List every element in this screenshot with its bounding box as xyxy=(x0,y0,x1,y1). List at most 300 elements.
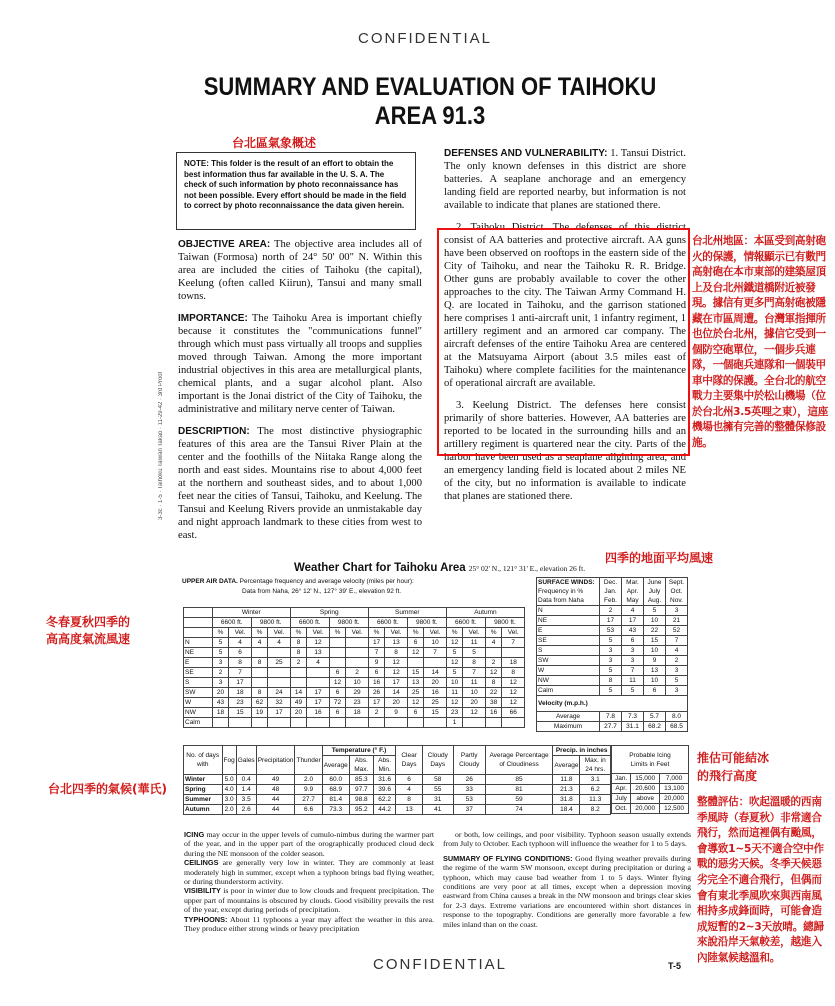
annotation-upper-winds xyxy=(46,614,130,648)
value-cell: 4 xyxy=(268,638,290,648)
paragraph xyxy=(444,147,686,212)
value-cell: 16 xyxy=(368,678,385,688)
alt-header: 6600 ft. xyxy=(368,618,407,628)
paragraph-heading: DEFENSES AND VULNERABILITY: xyxy=(444,148,608,159)
value-cell xyxy=(290,718,307,728)
sub-header: % xyxy=(446,628,463,638)
value-cell: 62.2 xyxy=(373,795,396,805)
month-cell: July xyxy=(612,794,631,804)
value-cell: 20 xyxy=(424,678,446,688)
value-cell: 1 xyxy=(446,718,463,728)
table-row xyxy=(537,722,688,732)
value-cell: 11 xyxy=(622,676,644,686)
value-cell: 6 xyxy=(329,688,346,698)
season-cell: Summer xyxy=(184,795,223,805)
value-cell: 12 xyxy=(485,668,502,678)
paragraph-heading: OBJECTIVE AREA: xyxy=(178,239,271,250)
value-cell xyxy=(407,658,424,668)
value-cell xyxy=(307,668,329,678)
value-cell xyxy=(251,678,268,688)
note-box: NOTE: This folder is the result of an effort to obtain the best information thus far available in the U. S. A. The check of such information by photo reconnaissance has not been possible. Every effort should be made in the field to correct by photo reconnaissance the data given herein. xyxy=(176,152,416,230)
value-cell xyxy=(268,648,290,658)
value-cell: 9.9 xyxy=(295,785,322,795)
table-row xyxy=(537,676,688,686)
value-cell: 5 xyxy=(622,686,644,696)
paragraph-text: 1. Tansui District. The only known defenses in this district are shore batteries. A seaplane anchorage and an emergency landing field are reported nearby, but information is not available to indicate that planes are stationed there. xyxy=(444,148,686,211)
month-header: June July Aug. xyxy=(644,578,666,606)
value-cell: 4 xyxy=(229,638,251,648)
value-cell: 3 xyxy=(212,658,229,668)
value-cell: 4 xyxy=(622,606,644,616)
value-cell: 20,000 xyxy=(631,804,660,814)
value-cell: 7.8 xyxy=(600,712,622,722)
value-cell: 12 xyxy=(502,698,525,708)
value-cell: 8.2 xyxy=(580,805,611,815)
sub-header: Vel. xyxy=(307,628,329,638)
value-cell: 13 xyxy=(307,648,329,658)
table-row xyxy=(537,686,688,696)
value-cell: 17 xyxy=(622,616,644,626)
value-cell: 98.8 xyxy=(349,795,373,805)
value-cell: 13 xyxy=(396,805,422,815)
value-cell: 32 xyxy=(268,698,290,708)
upper-air-label xyxy=(182,578,532,585)
value-cell: 3 xyxy=(600,646,622,656)
value-cell: 49 xyxy=(290,698,307,708)
value-cell: 68.2 xyxy=(644,722,666,732)
value-cell: 95.2 xyxy=(349,805,373,815)
sub-header: % xyxy=(329,628,346,638)
value-cell: 85.3 xyxy=(349,775,373,785)
month-header: Sept. Oct. Nov. xyxy=(666,578,688,606)
value-cell: 3.0 xyxy=(222,795,236,805)
value-cell: 6 xyxy=(407,638,424,648)
value-cell: 6 xyxy=(329,668,346,678)
value-cell: 10 xyxy=(424,638,446,648)
value-cell: 12 xyxy=(446,698,463,708)
row-label: Average xyxy=(537,712,600,722)
value-cell: 5 xyxy=(463,648,485,658)
value-cell xyxy=(385,718,407,728)
alt-header: 9800 ft. xyxy=(329,618,368,628)
table-row xyxy=(184,708,525,718)
value-cell: 13,100 xyxy=(660,784,689,794)
value-cell: 10 xyxy=(644,616,666,626)
dir-cell: N xyxy=(184,638,213,648)
dir-cell: W xyxy=(184,698,213,708)
value-cell xyxy=(268,678,290,688)
paragraph xyxy=(178,312,422,416)
value-cell xyxy=(424,658,446,668)
table-row xyxy=(537,616,688,626)
weather-coords: 25° 02' N., 121° 31' E., elevation 26 ft. xyxy=(468,564,586,573)
value-cell: 12 xyxy=(407,698,424,708)
value-cell: 8 xyxy=(385,648,407,658)
value-cell: 8.0 xyxy=(666,712,688,722)
value-cell: 3.1 xyxy=(580,775,611,785)
value-cell: 2 xyxy=(346,668,368,678)
value-cell: 17 xyxy=(368,638,385,648)
dir-cell: S xyxy=(537,646,600,656)
col-header: Cloudy Days xyxy=(422,746,453,775)
value-cell: 81.4 xyxy=(322,795,349,805)
col-header: Abs. Min. xyxy=(373,756,396,775)
dir-cell: NE xyxy=(184,648,213,658)
value-cell: 17 xyxy=(307,688,329,698)
value-cell: 10 xyxy=(463,688,485,698)
header-row xyxy=(612,746,689,774)
value-cell: 68.9 xyxy=(322,785,349,795)
value-cell xyxy=(307,678,329,688)
value-cell: 44.2 xyxy=(373,805,396,815)
value-cell: 31.8 xyxy=(553,795,580,805)
dir-cell: SW xyxy=(184,688,213,698)
value-cell: 6.2 xyxy=(580,785,611,795)
value-cell: 16 xyxy=(485,708,502,718)
sub-header: Vel. xyxy=(229,628,251,638)
sub-header: % xyxy=(485,628,502,638)
value-cell: 5.7 xyxy=(644,712,666,722)
paragraph-text: Good flying weather prevails during the regime of the warm SW monsoon, except during precipitation or during a typhoon, which may cause bad weather from 1 to 5 days. Winter flying conditions are very poor at all times, except when a depression moving eastward from China causes a break in the NW monsoon and brings clear skies for 2-3 days. Extreme variations are encountered within short distances in response to the topography. Conditions are generally more favorable a few miles inland than on the coast. xyxy=(443,853,691,929)
value-cell: 26 xyxy=(368,688,385,698)
surface-sub: Frequency in % xyxy=(538,588,584,595)
value-cell: 3 xyxy=(666,686,688,696)
value-cell xyxy=(502,648,525,658)
sub-header: Vel. xyxy=(385,628,407,638)
value-cell: 15 xyxy=(644,636,666,646)
col-header: Thunder xyxy=(295,746,322,775)
value-cell: 59 xyxy=(485,795,553,805)
annotation-area-summary: 台北區氣象概述 xyxy=(232,136,317,150)
value-cell xyxy=(407,718,424,728)
season-header: Winter xyxy=(212,608,290,618)
col-header: Gales xyxy=(236,746,256,775)
col-header: Average Percentage of Cloudiness xyxy=(485,746,553,775)
value-cell: 14 xyxy=(385,688,407,698)
value-cell: 14 xyxy=(424,668,446,678)
paragraph-heading: CEILINGS xyxy=(184,858,219,868)
value-cell xyxy=(251,648,268,658)
value-cell: 85 xyxy=(485,775,553,785)
value-cell: 10 xyxy=(346,678,368,688)
season-cell: Autumn xyxy=(184,805,223,815)
annotation-upper-winds-line2: 高高度氣流風速 xyxy=(46,632,131,646)
paragraph-text: The Taihoku Area is important chiefly because it constitutes the "communications funnel" through which must pass virtually all troops and supplies moved through Taiwan. Among the more important industrial objectives in this area are metallurgical plants, chemical plants, and a sugar alcohol plant. Also important is the Jonai district of the City of Taihoku, the administrative and military nerve center of Taiwan. xyxy=(178,313,422,415)
corner-cell xyxy=(184,618,213,628)
value-cell: 4 xyxy=(307,658,329,668)
value-cell: 6 xyxy=(622,636,644,646)
value-cell: 5 xyxy=(600,686,622,696)
value-cell: 31.1 xyxy=(622,722,644,732)
value-cell: 17 xyxy=(229,678,251,688)
value-cell: 5 xyxy=(666,676,688,686)
alt-header: 9800 ft. xyxy=(407,618,446,628)
value-cell xyxy=(346,638,368,648)
paragraph-text: The most distinctive physiographic features of this area are the Tansui River Plain at the center and the foothills of the Niitaka Range along the north and east sides. Mountains rise to about 4,000 feet at the northern and southeast sides, and to about 1,000 feet near the cities of Tansui, Taihoku, and Keelung. The Tansui and Keelung Rivers provide an unmistakable day and night approach landmark to these cities from west to east. xyxy=(178,426,422,541)
velocity-label: Velocity (m.p.h.) xyxy=(537,696,688,712)
paragraph-text: may occur in the upper levels of cumulo-nimbus during the warmer part of the year, and in the upper part of the orographically produced cloud deck during the NE monsoon of the colder season. xyxy=(184,830,434,858)
value-cell: 17 xyxy=(268,708,290,718)
value-cell: 60.0 xyxy=(322,775,349,785)
annotation-upper-winds-line1: 冬春夏秋四季的 xyxy=(46,615,131,629)
value-cell xyxy=(251,718,268,728)
sub-header: Vel. xyxy=(268,628,290,638)
paragraph-heading: ICING xyxy=(184,830,205,839)
sub-header: Vel. xyxy=(346,628,368,638)
surface-header xyxy=(537,578,600,606)
value-cell: 20 xyxy=(290,708,307,718)
icing-header-line1: Probable Icing xyxy=(629,751,671,759)
value-cell: 12 xyxy=(446,658,463,668)
value-cell xyxy=(307,718,329,728)
value-cell: 7,000 xyxy=(660,774,689,784)
month-header: Dec. Jan. Feb. xyxy=(600,578,622,606)
value-cell xyxy=(346,658,368,668)
value-cell: 12 xyxy=(385,668,407,678)
value-cell: 12 xyxy=(446,638,463,648)
annotation-flying-eval: 整體評估：吹起溫暖的西南季風時（春夏秋）非常適合飛行，然而這裡偶有颱風，會導致1~5天不適合空中作戰的惡劣天候。冬季天候惡劣完全不適合飛行，但偶而會有東北季風吹來與西南風相持多成鋒面時，可能會造成短暫的2~3天放晴。總歸來說沿岸天氣較差，越進入內陸氣候越溫和。 xyxy=(697,796,824,964)
paragraph-heading: DESCRIPTION: xyxy=(178,426,250,437)
annotation-icing-line1: 推估可能結冰 xyxy=(697,751,770,765)
value-cell: 41 xyxy=(422,805,453,815)
value-cell: 4 xyxy=(251,638,268,648)
value-cell xyxy=(485,648,502,658)
row-label: Maximum xyxy=(537,722,600,732)
dir-cell: S xyxy=(184,678,213,688)
table-row xyxy=(184,688,525,698)
value-cell: 5 xyxy=(212,638,229,648)
value-cell: 6 xyxy=(644,686,666,696)
dir-cell: E xyxy=(537,626,600,636)
value-cell: 11 xyxy=(463,638,485,648)
value-cell: 12 xyxy=(407,648,424,658)
value-cell: 23 xyxy=(446,708,463,718)
notes-left xyxy=(184,830,434,933)
value-cell: 43 xyxy=(212,698,229,708)
value-cell: 73.3 xyxy=(322,805,349,815)
alt-row xyxy=(184,618,525,628)
value-cell: 27.7 xyxy=(600,722,622,732)
value-cell: 74 xyxy=(485,805,553,815)
days-header: No. of days with xyxy=(184,746,223,775)
value-cell: 8 xyxy=(251,688,268,698)
value-cell: 7 xyxy=(622,666,644,676)
value-cell: 2 xyxy=(212,668,229,678)
table-row xyxy=(612,804,689,814)
value-cell: 11 xyxy=(446,688,463,698)
value-cell: 5.0 xyxy=(222,775,236,785)
value-cell xyxy=(329,648,346,658)
value-cell: 10 xyxy=(644,646,666,656)
value-cell: 10 xyxy=(644,676,666,686)
surface-winds-table xyxy=(536,577,688,732)
paragraph-heading: IMPORTANCE: xyxy=(178,313,248,324)
precip-header: Precip. in inches xyxy=(553,746,611,756)
value-cell: 17 xyxy=(600,616,622,626)
value-cell: 15 xyxy=(424,708,446,718)
value-cell: 7 xyxy=(502,638,525,648)
annotation-icing-title xyxy=(697,749,769,785)
value-cell: 97.7 xyxy=(349,785,373,795)
value-cell: 44 xyxy=(256,805,295,815)
value-cell: 14 xyxy=(290,688,307,698)
value-cell: 3 xyxy=(600,656,622,666)
dir-cell: SE xyxy=(537,636,600,646)
paragraph-text: About 11 typhoons a year may affect the weather in this area. They produce either strong winds or heavy precipitation xyxy=(184,914,434,934)
temp-header: Temperature (° F.) xyxy=(322,746,396,756)
value-cell: 43 xyxy=(622,626,644,636)
icing-header-line2: Limits in Feet xyxy=(630,760,670,768)
paragraph-text: The objective area includes all of Taiwan (Formosa) north of 24° 50' 00" N. Within this area are included the cities of Taihoku (the capital), Keelung (often called Kiirun), Tansui and many small towns. xyxy=(178,239,422,302)
col-header: Partly Cloudy xyxy=(453,746,485,775)
paragraph xyxy=(178,425,422,542)
value-cell: 19 xyxy=(251,708,268,718)
weather-title-row xyxy=(294,560,634,575)
dir-cell: SE xyxy=(184,668,213,678)
value-cell: 5 xyxy=(600,636,622,646)
value-cell: 20,600 xyxy=(631,784,660,794)
value-cell: 5 xyxy=(212,648,229,658)
value-cell: 20,000 xyxy=(660,794,689,804)
value-cell: 66 xyxy=(502,708,525,718)
sub-header: % xyxy=(407,628,424,638)
velocity-row xyxy=(537,696,688,712)
value-cell: 18 xyxy=(502,658,525,668)
value-cell: 26 xyxy=(453,775,485,785)
sub-header: % xyxy=(212,628,229,638)
value-cell: 52 xyxy=(666,626,688,636)
sub-row xyxy=(184,628,525,638)
dir-cell: Calm xyxy=(537,686,600,696)
icing-header xyxy=(612,746,689,774)
value-cell: 4.0 xyxy=(222,785,236,795)
sub-header: % xyxy=(251,628,268,638)
value-cell: 16 xyxy=(424,688,446,698)
header-row xyxy=(184,608,525,618)
season-header: Summer xyxy=(368,608,446,618)
upper-air-title: UPPER AIR DATA. xyxy=(182,578,238,585)
paragraph-text: or both, low ceilings, and poor visibility. Typhoon season usually extends from July to October. Each typhoon will influence the weather for 1 to 5 days. xyxy=(443,830,691,849)
value-cell: 17 xyxy=(368,698,385,708)
value-cell: 4 xyxy=(666,646,688,656)
value-cell: 8 xyxy=(251,658,268,668)
value-cell: 20 xyxy=(385,698,407,708)
table-row xyxy=(184,795,611,805)
value-cell: 18.4 xyxy=(553,805,580,815)
value-cell: 27.7 xyxy=(295,795,322,805)
season-cell: Winter xyxy=(184,775,223,785)
season-header: Autumn xyxy=(446,608,524,618)
value-cell: 12 xyxy=(502,688,525,698)
dir-cell: SW xyxy=(537,656,600,666)
value-cell: 8 xyxy=(290,648,307,658)
value-cell: 4 xyxy=(485,638,502,648)
value-cell xyxy=(268,668,290,678)
value-cell: 29 xyxy=(346,688,368,698)
paragraph xyxy=(184,886,434,914)
dir-cell: N xyxy=(537,606,600,616)
annotation-taihoku-district: 台北州地區：本區受到高射砲火的保護，情報顯示已有數門高射砲在本市東部的建築屋頂上及台北州鐵道橋附近被發現。據信有更多門高射砲被隱藏在市區周遭。台灣軍指揮所也位於台北州，據信它受到一個防空砲單位，一個步兵連隊，一個砲兵連隊和一個裝甲車中隊的保護。全台北的航空戰力主要集中於松山機場（位於台北州3.5英哩之東），這座機場也擁有完善的整體保修設施。 xyxy=(692,235,829,449)
value-cell: above xyxy=(631,794,660,804)
value-cell: 25 xyxy=(268,658,290,668)
value-cell: 3 xyxy=(666,666,688,676)
value-cell xyxy=(346,648,368,658)
upper-air-sub: Percentage frequency and average velocity (miles per hour): xyxy=(239,578,414,585)
value-cell: 8 xyxy=(463,658,485,668)
value-cell: 3.5 xyxy=(236,795,256,805)
value-cell: 9 xyxy=(644,656,666,666)
annotation-climate: 台北四季的氣候(華氏) xyxy=(48,782,167,796)
table-row xyxy=(184,805,611,815)
value-cell: 2 xyxy=(485,658,502,668)
value-cell: 12 xyxy=(329,678,346,688)
value-cell: 31.6 xyxy=(373,775,396,785)
value-cell: 6 xyxy=(407,708,424,718)
value-cell: 12 xyxy=(463,708,485,718)
value-cell: 8 xyxy=(485,678,502,688)
page-title: SUMMARY AND EVALUATION OF TAIHOKU AREA 91.3 xyxy=(203,73,657,130)
value-cell xyxy=(268,718,290,728)
value-cell: 25 xyxy=(424,698,446,708)
value-cell xyxy=(329,658,346,668)
value-cell: 11.8 xyxy=(553,775,580,785)
dir-cell: Calm xyxy=(184,718,213,728)
value-cell: 2.6 xyxy=(236,805,256,815)
value-cell: 18 xyxy=(229,688,251,698)
table-row xyxy=(537,656,688,666)
value-cell: 8 xyxy=(396,795,422,805)
col-header: Fog xyxy=(222,746,236,775)
paragraph xyxy=(443,830,691,849)
value-cell: 44 xyxy=(256,795,295,805)
value-cell: 53 xyxy=(600,626,622,636)
value-cell: 33 xyxy=(453,785,485,795)
paragraph-text: 3. Keelung District. The defenses here consist primarily of shore batteries. However, AA batteries are reported to be located in the surrounding hills and an artillery regiment is quartered near the city. Parts of the harbor have been used as a seaplane alighting area, and an emergency landing field is located about 2 miles NE of the city, but no information is available to indicate that planes are stationed there. xyxy=(444,400,686,502)
value-cell: 6 xyxy=(368,668,385,678)
value-cell: 20 xyxy=(212,688,229,698)
value-cell: 5 xyxy=(446,648,463,658)
corner-cell xyxy=(184,628,213,638)
value-cell: 4 xyxy=(396,785,422,795)
sub-header: % xyxy=(368,628,385,638)
surface-src: Data from Naha xyxy=(538,597,584,604)
value-cell: 15 xyxy=(229,708,251,718)
surface-label: SURFACE WINDS: xyxy=(538,579,595,586)
value-cell: 7 xyxy=(463,668,485,678)
sub-header: Vel. xyxy=(463,628,485,638)
value-cell: 23 xyxy=(229,698,251,708)
value-cell: 13 xyxy=(385,638,407,648)
season-header: Spring xyxy=(290,608,368,618)
value-cell xyxy=(229,718,251,728)
value-cell: 62 xyxy=(251,698,268,708)
value-cell: 9 xyxy=(385,708,407,718)
value-cell: 3 xyxy=(666,606,688,616)
value-cell: 31 xyxy=(422,795,453,805)
upper-air-source: Data from Naha, 26° 12' N., 127° 39' E., elevation 92 ft. xyxy=(242,588,402,595)
value-cell: 8 xyxy=(290,638,307,648)
value-cell: 8 xyxy=(502,668,525,678)
value-cell xyxy=(290,678,307,688)
value-cell: 22 xyxy=(644,626,666,636)
value-cell xyxy=(463,718,485,728)
season-cell: Spring xyxy=(184,785,223,795)
sub-header: Vel. xyxy=(502,628,525,638)
paragraph-text: 2. Taihoku District. The defenses of this district consist of AA batteries and protective aircraft. AA guns have been observed on rooftops in the eastern side of the City of Taihoku, and near the Taihoku R. R. Bridge. Other guns are probably available to cover the other approaches to the city. The Taiwan Army Command H. Q. are located in Taihoku, and the garrison stationed here comprises 1 anti-aircraft unit, 1 infantry regiment, 1 artillery regiment and an armored car company. The aircraft defenses of the entire Taihoku Area are centered at the Matsuyama Airport (about 3.5 miles east of Taihoku) where complete facilities for the maintenance of operational aircraft are available. xyxy=(444,222,686,389)
value-cell: 8 xyxy=(229,658,251,668)
dir-cell: NE xyxy=(537,616,600,626)
alt-header: 9800 ft. xyxy=(485,618,524,628)
